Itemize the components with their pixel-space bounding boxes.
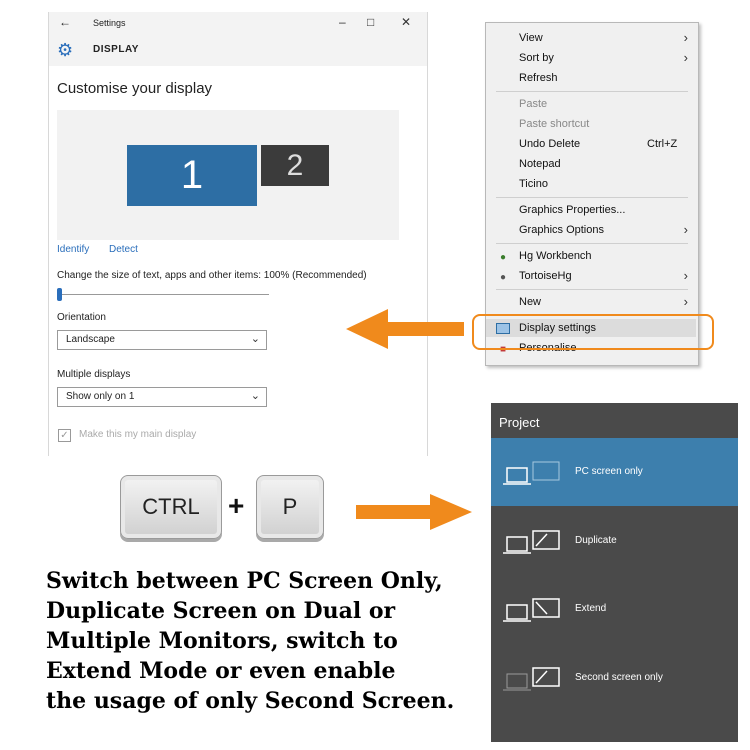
plus-sign: +	[228, 490, 245, 521]
chevron-down-icon: ⌄	[250, 333, 260, 345]
chevron-right-icon: ›	[683, 50, 688, 65]
chevron-right-icon: ›	[683, 294, 688, 309]
menu-item-tortoisehg[interactable]: TortoiseHg	[519, 270, 572, 282]
title-bar	[49, 12, 427, 36]
right-arrow-icon	[356, 494, 472, 530]
menu-item-display-settings[interactable]: Display settings	[519, 322, 597, 334]
orientation-dropdown[interactable]	[57, 330, 267, 350]
menu-item-new[interactable]: New	[519, 296, 542, 308]
main-display-checkbox[interactable]: ✓	[58, 429, 71, 442]
monitor-arrangement	[57, 110, 399, 240]
window-title: Settings	[93, 18, 126, 28]
chevron-right-icon: ›	[683, 30, 688, 45]
p-key: P	[256, 475, 324, 539]
option-second-screen-only[interactable]	[491, 644, 738, 712]
project-panel	[491, 403, 738, 742]
identify-link[interactable]: Identify	[57, 244, 90, 255]
tortoisehg-icon: ●	[500, 272, 507, 283]
menu-separator	[496, 289, 688, 290]
orientation-label: Orientation	[57, 312, 106, 323]
caption-line: Duplicate Screen on Dual or	[46, 598, 396, 624]
menu-item-paste: Paste	[519, 98, 548, 110]
second-screen-only-icon	[503, 666, 561, 694]
menu-item-graphics-properties[interactable]: Graphics Properties...	[519, 204, 626, 216]
left-arrow-icon	[346, 309, 464, 349]
menu-item-sort-by[interactable]: Sort by	[519, 52, 554, 64]
project-title: Project	[499, 415, 540, 430]
maximize-icon[interactable]: □	[367, 15, 375, 29]
chevron-right-icon: ›	[683, 268, 688, 283]
display-settings-highlight-outline	[472, 314, 714, 350]
menu-separator	[496, 91, 688, 92]
orientation-value: Landscape	[66, 334, 115, 345]
menu-item-hg-workbench[interactable]: Hg Workbench	[519, 250, 592, 262]
extend-icon	[503, 597, 561, 625]
menu-item-notepad[interactable]: Notepad	[519, 158, 561, 170]
pc-screen-only-icon	[503, 460, 561, 488]
ctrl-key: CTRL	[120, 475, 222, 539]
page-title: Customise your display	[57, 80, 213, 97]
option-label: Extend	[575, 603, 607, 614]
option-extend[interactable]	[491, 575, 738, 643]
menu-item-graphics-options[interactable]: Graphics Options	[519, 224, 604, 236]
multiple-displays-value: Show only on 1	[66, 391, 135, 402]
chevron-right-icon: ›	[683, 222, 688, 237]
monitor-1-tile[interactable]: 1	[127, 145, 257, 206]
minimize-icon[interactable]: –	[339, 15, 346, 29]
main-display-label: Make this my main display	[79, 429, 197, 440]
duplicate-icon	[503, 529, 561, 557]
text-size-slider[interactable]	[57, 294, 269, 295]
caption-line: Switch between PC Screen Only,	[46, 568, 443, 594]
option-label: Duplicate	[575, 535, 617, 546]
menu-item-undo-delete[interactable]: Undo Delete	[519, 138, 581, 150]
option-duplicate[interactable]	[491, 507, 738, 575]
monitor-2-tile[interactable]: 2	[261, 145, 329, 186]
back-arrow-icon[interactable]: ←	[59, 15, 71, 29]
menu-item-view[interactable]: View	[519, 32, 543, 44]
menu-item-refresh[interactable]: Refresh	[519, 72, 558, 84]
personalise-icon: ■	[500, 344, 507, 355]
close-icon[interactable]: ✕	[401, 15, 412, 29]
multiple-displays-label: Multiple displays	[57, 369, 131, 380]
multiple-displays-dropdown[interactable]	[57, 387, 267, 407]
gear-icon: ⚙	[57, 40, 74, 60]
slider-thumb[interactable]	[57, 288, 62, 301]
chevron-down-icon: ⌄	[250, 390, 260, 402]
settings-window	[48, 12, 428, 456]
caption-line: Multiple Monitors, switch to	[46, 628, 398, 654]
caption	[46, 566, 466, 716]
caption-line: Extend Mode or even enable	[46, 658, 396, 684]
menu-item-personalise[interactable]: Personalise	[519, 342, 577, 354]
option-label: Second screen only	[575, 672, 663, 683]
settings-header	[49, 36, 427, 66]
menu-separator	[496, 243, 688, 244]
detect-link[interactable]: Detect	[109, 244, 138, 255]
option-pc-screen-only[interactable]	[491, 438, 738, 506]
menu-item-ticino[interactable]: Ticino	[519, 178, 548, 190]
hg-workbench-icon: ●	[500, 252, 507, 263]
caption-line: the usage of only Second Screen.	[46, 688, 455, 714]
page-section-label: DISPLAY	[93, 44, 139, 55]
option-label: PC screen only	[575, 466, 643, 477]
menu-item-paste-shortcut: Paste shortcut	[519, 118, 590, 130]
undo-shortcut-text: Ctrl+Z	[647, 138, 678, 150]
text-size-label: Change the size of text, apps and other items: 100% (Recommended)	[57, 270, 367, 281]
menu-separator	[496, 197, 688, 198]
